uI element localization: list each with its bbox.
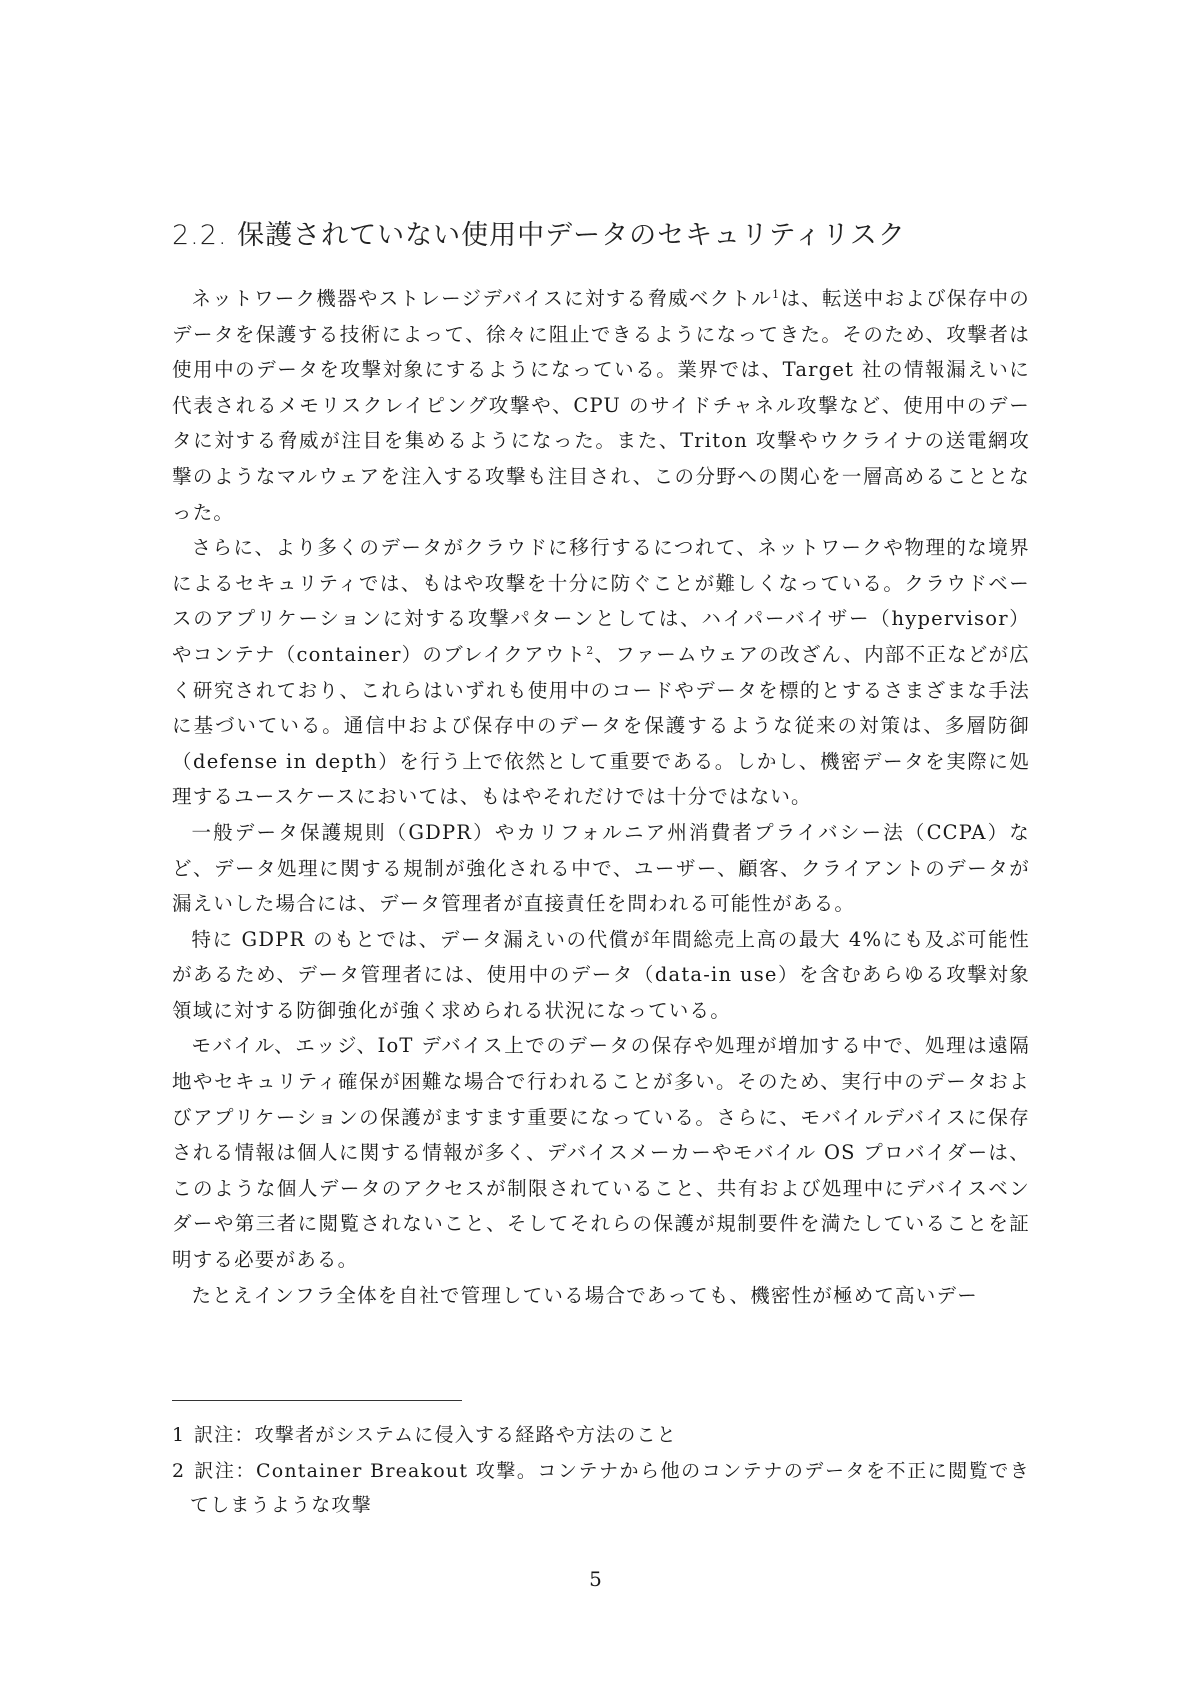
footnote-1-text: 訳注：攻撃者がシステムに侵入する経路や方法のこと [194,1424,677,1446]
footnote-1-number: 1 [172,1424,186,1446]
paragraph-5: モバイル、エッジ、IoT デバイス上でのデータの保存や処理が増加する中で、処理は遠隔地やセキュリティ確保が困難な場合で行われることが多い。そのため、実行中のデータおよびアプリケーションの保護がますます重要になっている。さらに、モバイルデバイスに保存される情報は個人に関する情報が多く、デバイスメーカーやモバイル OS プロバイダーは、このような個人データのアクセスが制限されていること、共有および処理中にデバイスベンダーや第三者に閲覧されないこと、そしてそれらの保護が規制要件を満たしていることを証明する必要がある。 [172,1034,1030,1272]
section-number: 2.2. [172,220,228,251]
paragraph-2-text-b: 、ファームウェアの改ざん、内部不正などが広く研究されており、これらはいずれも使用中のコードやデータを標的とするさまざまな手法に基づいている。通信中および保存中のデータを保護するような従来の対策は、多層防御（defense in depth）を行う上で依然として重要である。しかし、機密データを実際に処理するユースケースにおいては、もはやそれだけでは十分ではない。 [172,642,1030,809]
paragraph-1-text-b: は、転送中および保存中のデータを保護する技術によって、徐々に阻止できるようになってきた。そのため、攻撃者は使用中のデータを攻撃対象にするようになっている。業界では、Target 社の情報漏えいに代表されるメモリスクレイピング攻撃や、CPU のサイドチャネル攻撃など、使用中のデータに対する脅威が注目を集めるようになった。また、Triton 攻撃やウクライナの送電網攻撃のようなマルウェアを注入する攻撃も注目され、この分野への関心を一層高めることとなった。 [172,287,1030,524]
paragraph-3: 一般データ保護規則（GDPR）やカリフォルニア州消費者プライバシー法（CCPA）など、データ処理に関する規制が強化される中で、ユーザー、顧客、クライアントのデータが漏えいした場合には、データ管理者が直接責任を問われる可能性がある。 [172,820,1030,916]
footnote-2-text: 訳注：Container Breakout 攻撃。コンテナから他のコンテナのデータを不正に閲覧できてしまうような攻撃 [190,1460,1030,1516]
paragraph-1-text-a: ネットワーク機器やストレージデバイスに対する脅威ベクトル [191,287,773,310]
page-number: 5 [589,1567,602,1591]
paragraph-2-text-a: さらに、より多くのデータがクラウドに移行するにつれて、ネットワークや物理的な境界によるセキュリティでは、もはや攻撃を十分に防ぐことが難しくなっている。クラウドベースのアプリケーションに対する攻撃パターンとしては、ハイパーバイザー（hypervisor）やコンテナ（container）のブレイクアウト [172,536,1030,666]
footnote-2 [172,1454,1030,1522]
paragraph-2 [172,530,1030,815]
footnote-2-number: 2 [172,1460,186,1482]
paragraph-4: 特に GDPR のもとでは、データ漏えいの代償が年間総売上高の最大 4%にも及ぶ可能性があるため、データ管理者には、使用中のデータ（data-in use）を含むあらゆる攻撃対象領域に対する防御強化が強く求められる状況になっている。 [172,927,1030,1022]
footnote-divider [172,1400,462,1401]
body-text [172,281,1030,1313]
section-heading [172,214,1032,258]
footnote-ref-1[interactable]: 1 [772,288,781,301]
paragraph-6: たとえインフラ全体を自社で管理している場合であっても、機密性が極めて高いデー [191,1283,978,1307]
footnote-1 [172,1418,1030,1452]
section-title: 保護されていない使用中データのセキュリティリスク [237,220,906,251]
footnotes [172,1418,1030,1524]
paragraph-1 [172,281,1030,530]
footnote-ref-2[interactable]: 2 [586,643,595,657]
